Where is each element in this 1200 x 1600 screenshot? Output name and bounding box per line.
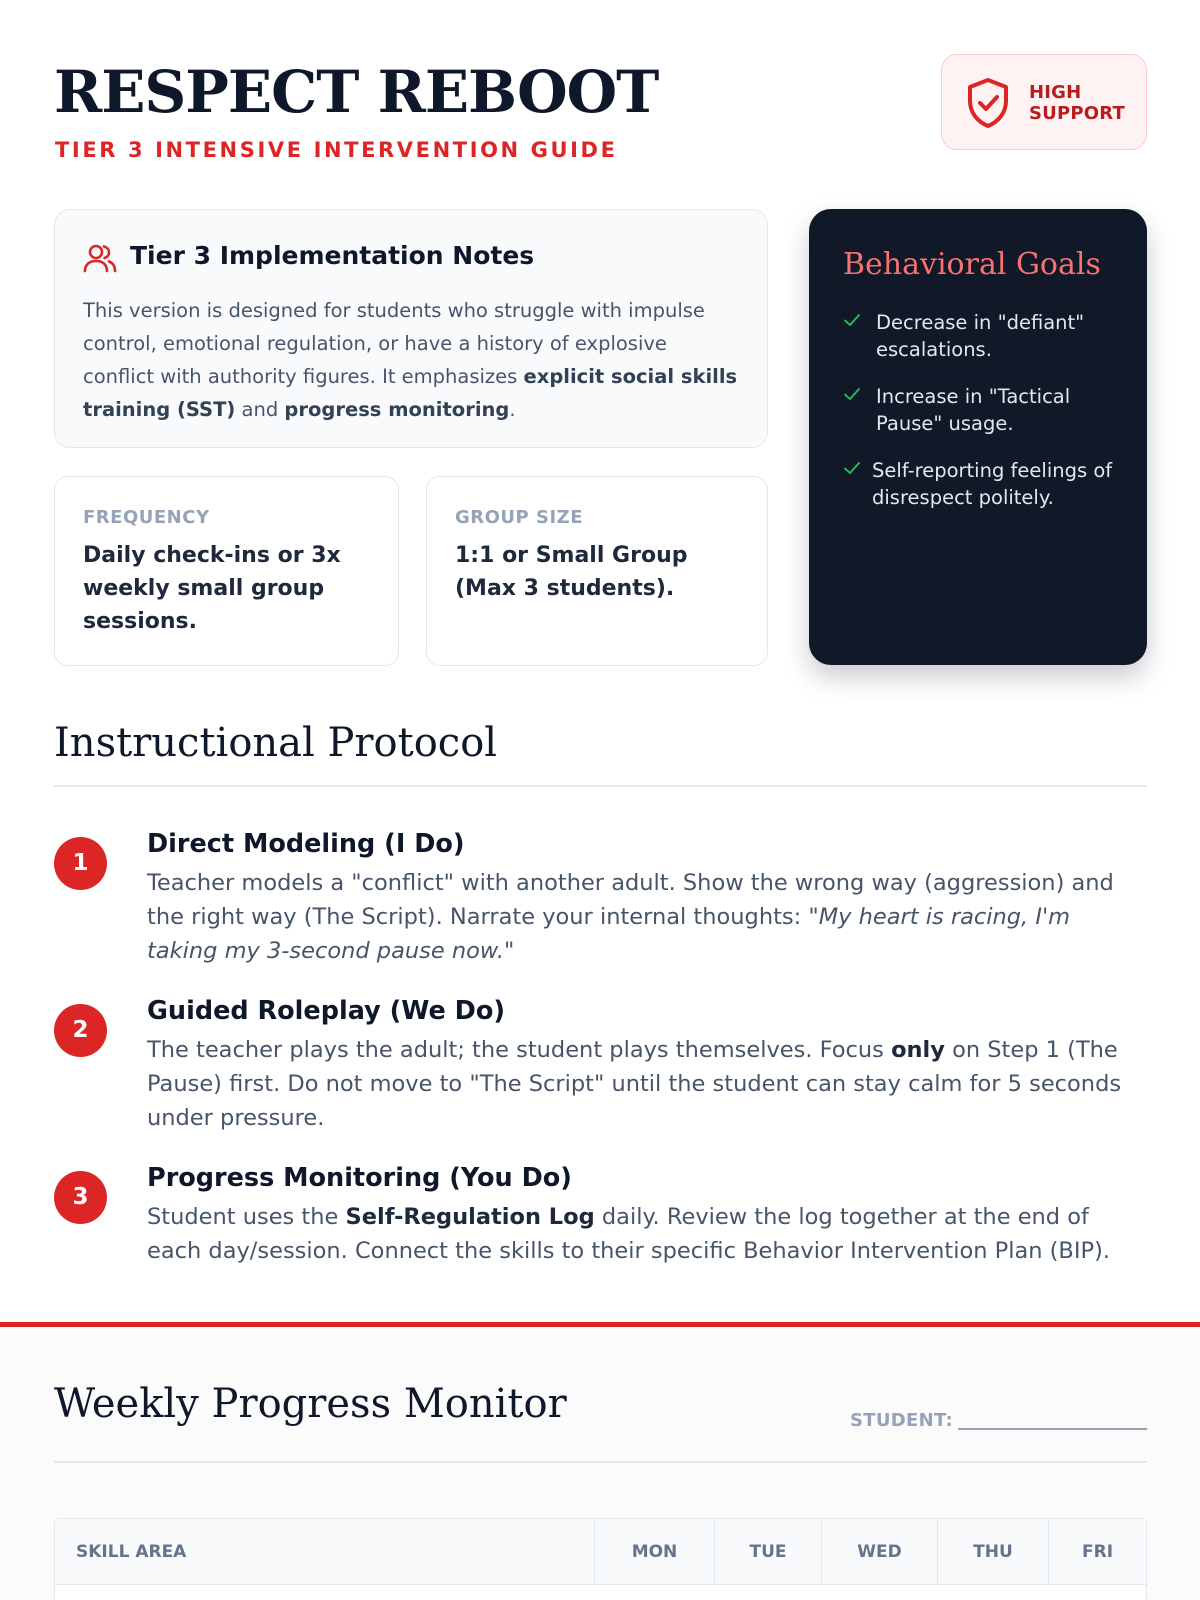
users-icon [83,242,117,274]
step-quote: "My heart is racing, I'm taking my 3-second pause now." [147,904,1071,964]
notes-bold-1: explicit social skills training (SST) [83,365,738,421]
badge-line-2: SUPPORT [1029,103,1125,124]
step-bold: only [891,1037,945,1063]
badge-line-1: HIGH [1029,82,1082,103]
protocol-title: Instructional Protocol [54,720,498,766]
goals-title: Behavioral Goals [843,247,1101,282]
badge-label [1029,82,1139,124]
frequency-card [54,476,399,666]
group-size-label: GROUP SIZE [455,507,584,528]
table-header-row [55,1519,1146,1585]
group-size-value: 1:1 or Small Group (Max 3 students). [455,543,688,601]
column-header-skill-area: SKILL AREA [76,1542,187,1562]
notes-text-2: and [235,398,285,421]
frequency-label: FREQUENCY [83,507,210,528]
step-text: The teacher plays the adult; the student plays themselves. Focus [147,1037,892,1063]
check-icon [843,311,861,329]
notes-text-1: This version is designed for students who struggle with impulse control, emotional regulation, or have a history of explosive conflict with authority figures. It emphasizes [83,299,705,388]
step-text: daily. Review the log together at the end of each day/session. Connect the skills to their specific Behavior Intervention Plan (BIP). [147,1204,1111,1264]
step-title: Direct Modeling (I Do) [147,829,465,859]
frequency-value: Daily check-ins or 3x weekly small group sessions. [83,543,341,634]
monitor-title: Weekly Progress Monitor [54,1381,567,1427]
notes-bold-2: progress monitoring [284,398,510,421]
check-icon [843,385,861,403]
step-text: Teacher models a "conflict" with another adult. Show the wrong way (aggression) and the right way (The Script). Narrate your internal thoughts: [147,870,1114,930]
step-title: Guided Roleplay (We Do) [147,996,505,1026]
step-bold: Self-Regulation Log [345,1204,595,1230]
goal-text: Self-reporting feelings of disrespect politely. [872,459,1113,509]
step-number-badge: 1 [54,837,107,890]
notes-title: Tier 3 Implementation Notes [130,241,535,270]
behavioral-goals-card [809,209,1147,665]
progress-table [54,1518,1147,1600]
notes-text-3: . [509,398,516,421]
step-text: Student uses the [147,1204,346,1230]
column-header-thu: THU [937,1519,1048,1585]
column-header-mon: MON [594,1519,714,1585]
student-name-field[interactable] [958,1428,1147,1430]
implementation-notes-card [54,209,768,448]
page-title: RESPECT REBOOT [54,58,659,126]
goal-text: Decrease in "defiant" escalations. [876,311,1085,361]
column-header-fri: FRI [1048,1519,1146,1585]
monitor-divider [54,1461,1147,1463]
goal-text: Increase in "Tactical Pause" usage. [876,385,1071,435]
student-label: STUDENT: [850,1410,954,1431]
step-number-badge: 3 [54,1171,107,1224]
step-body [147,1200,1147,1268]
protocol-divider [54,785,1147,787]
check-icon [843,459,861,477]
step-body [147,866,1147,968]
step-body [147,1033,1147,1135]
step-text: on Step 1 (The Pause) first. Do not move to "The Script" until the student can stay calm for 5 seconds under pressure. [147,1037,1122,1131]
page-subtitle: TIER 3 INTENSIVE INTERVENTION GUIDE [55,138,618,162]
column-header-wed: WED [821,1519,937,1585]
support-level-badge [941,54,1147,150]
group-size-card [426,476,768,666]
column-header-tue: TUE [714,1519,821,1585]
step-number-badge: 2 [54,1004,107,1057]
step-title: Progress Monitoring (You Do) [147,1163,572,1193]
shield-check-icon [966,77,1010,129]
notes-body [83,294,743,426]
